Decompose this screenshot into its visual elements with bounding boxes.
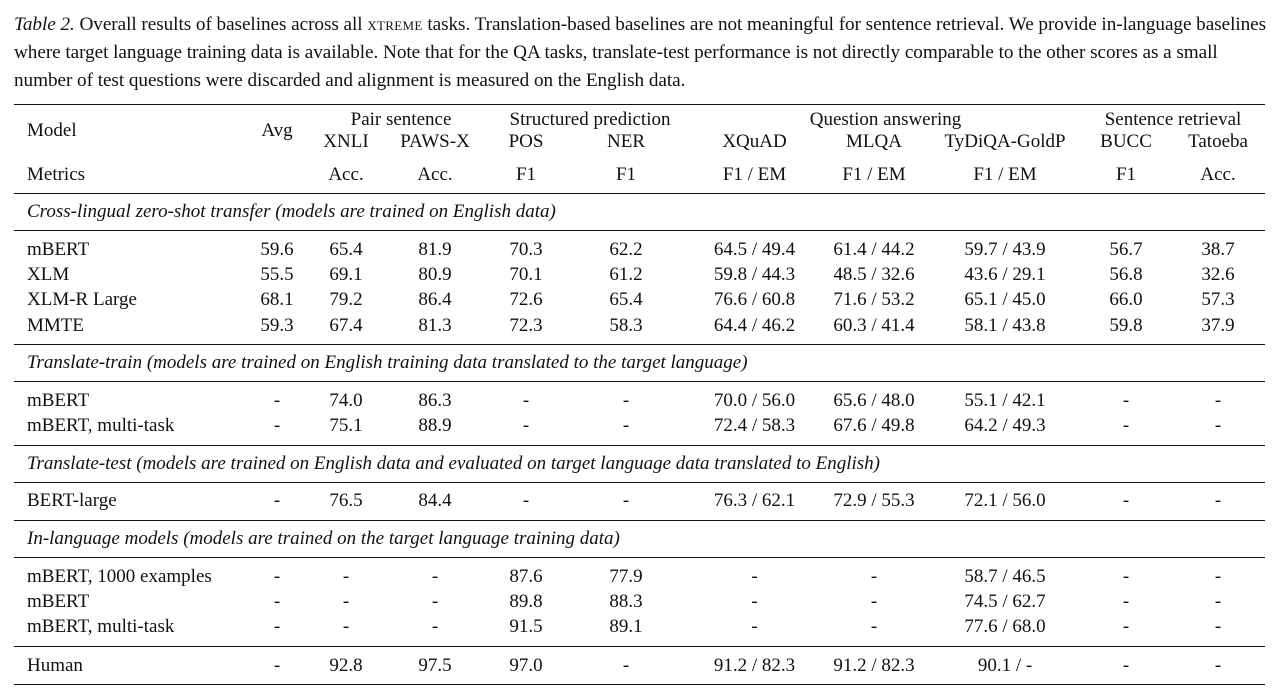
- cell-xnli: 65.4: [329, 238, 363, 260]
- cell-pawsx: -: [431, 565, 439, 587]
- cell-tydiqa: 58.1 / 43.8: [964, 314, 1046, 336]
- cell-bucc: 59.8: [1109, 314, 1143, 336]
- section-heading-row: [14, 194, 1265, 231]
- cell-xquad: 64.5 / 49.4: [713, 238, 796, 260]
- cell-pawsx: 81.9: [418, 238, 452, 260]
- cell-bucc: -: [1122, 490, 1130, 512]
- caption-text-1: Overall results of baselines across all: [74, 14, 368, 35]
- cell-mlqa: -: [870, 616, 878, 638]
- cell-xnli: -: [342, 591, 350, 613]
- metric-ner: F1: [615, 164, 637, 185]
- cell-ner: 77.9: [609, 565, 643, 587]
- model-name: mBERT: [27, 389, 90, 411]
- header-model: Model: [14, 105, 242, 158]
- cell-pawsx: -: [431, 591, 439, 613]
- header-group-pair-sentence: Pair sentence: [312, 105, 490, 132]
- table-row: [14, 489, 1265, 514]
- cell-pos: 87.6: [509, 565, 543, 587]
- cell-mlqa: 72.9 / 55.3: [833, 490, 915, 512]
- cell-ner: -: [622, 415, 630, 437]
- cell-mlqa: 60.3 / 41.4: [833, 314, 915, 336]
- cell-tydiqa: 77.6 / 68.0: [964, 616, 1046, 638]
- header-group-sentence-retrieval: Sentence retrieval: [1081, 105, 1265, 132]
- cell-avg: 59.3: [260, 314, 294, 336]
- cell-xnli: 69.1: [329, 263, 363, 285]
- cell-pawsx: 81.3: [418, 314, 452, 336]
- cell-tatoeba: -: [1214, 490, 1222, 512]
- cell-xnli: 76.5: [329, 490, 363, 512]
- results-table: [14, 104, 1265, 685]
- cell-xnli: 79.2: [329, 289, 363, 311]
- cell-bucc: -: [1122, 654, 1130, 676]
- cell-pos: 91.5: [509, 616, 543, 638]
- cell-xquad: 59.8 / 44.3: [713, 263, 796, 285]
- cell-pawsx: 97.5: [418, 654, 452, 676]
- cell-pos: 70.1: [509, 263, 543, 285]
- cell-mlqa: 67.6 / 49.8: [833, 415, 915, 437]
- header-avg: Avg: [242, 105, 312, 158]
- table-row: [14, 589, 1265, 614]
- model-name: mBERT: [27, 238, 90, 260]
- header-row-metrics: [14, 157, 1265, 194]
- cell-avg: 55.5: [260, 263, 294, 285]
- cell-ner: -: [622, 490, 630, 512]
- cell-bucc: 66.0: [1109, 289, 1143, 311]
- header-group-question-answering: Question answering: [690, 105, 1081, 132]
- cell-avg: -: [273, 389, 281, 411]
- cell-tatoeba: -: [1214, 389, 1222, 411]
- cell-avg: -: [273, 591, 281, 613]
- cell-avg: 59.6: [260, 238, 294, 260]
- metric-pawsx: Acc.: [417, 164, 453, 185]
- cell-tydiqa: 90.1 / -: [977, 654, 1033, 676]
- cell-tydiqa: 58.7 / 46.5: [964, 565, 1046, 587]
- cell-ner: 61.2: [609, 263, 643, 285]
- cell-pos: 72.3: [509, 314, 543, 336]
- cell-xnli: -: [342, 616, 350, 638]
- cell-mlqa: 65.6 / 48.0: [833, 389, 915, 411]
- cell-mlqa: 91.2 / 82.3: [833, 654, 915, 676]
- caption-label: Table 2.: [14, 14, 75, 35]
- cell-tatoeba: 37.9: [1201, 314, 1235, 336]
- header-col-tydiqa: TyDiQA-GoldP: [944, 131, 1066, 152]
- cell-tydiqa: 59.7 / 43.9: [964, 238, 1046, 260]
- table-body: [14, 194, 1265, 685]
- header-group-structured-prediction: Structured prediction: [490, 105, 690, 132]
- cell-tatoeba: -: [1214, 415, 1222, 437]
- header-col-mlqa: MLQA: [846, 131, 902, 152]
- metric-mlqa: F1 / EM: [842, 164, 906, 185]
- table-row: [14, 615, 1265, 640]
- cell-pos: -: [522, 389, 530, 411]
- cell-pawsx: 86.4: [418, 289, 452, 311]
- model-name: mBERT, 1000 examples: [27, 565, 212, 587]
- header-col-ner: NER: [607, 131, 646, 152]
- metric-xnli: Acc.: [328, 164, 364, 185]
- cell-mlqa: -: [870, 565, 878, 587]
- model-name: mBERT, multi-task: [27, 415, 175, 437]
- cell-xnli: 74.0: [329, 389, 363, 411]
- cell-tydiqa: 65.1 / 45.0: [964, 289, 1046, 311]
- metric-xquad: F1 / EM: [722, 164, 787, 185]
- table-row: [14, 413, 1265, 438]
- cell-avg: -: [273, 616, 281, 638]
- caption-benchmark-name: xtreme: [367, 14, 423, 35]
- cell-xquad: -: [751, 591, 758, 613]
- header-col-pawsx: PAWS-X: [400, 131, 470, 152]
- metric-tatoeba: Acc.: [1200, 164, 1236, 185]
- header-col-xquad: XQuAD: [722, 131, 787, 152]
- cell-xquad: 70.0 / 56.0: [713, 389, 796, 411]
- cell-pos: 97.0: [509, 654, 543, 676]
- cell-pawsx: -: [431, 616, 439, 638]
- cell-tatoeba: -: [1214, 565, 1222, 587]
- cell-avg: -: [273, 654, 281, 676]
- cell-bucc: -: [1122, 389, 1130, 411]
- cell-bucc: 56.8: [1109, 263, 1143, 285]
- metric-tydiqa: F1 / EM: [973, 164, 1037, 185]
- cell-xquad: 76.6 / 60.8: [713, 289, 796, 311]
- cell-xnli: -: [342, 565, 350, 587]
- table-bottom-rule: [14, 678, 1265, 685]
- cell-pos: 89.8: [509, 591, 543, 613]
- cell-tatoeba: -: [1214, 591, 1222, 613]
- section-heading-row: [14, 445, 1265, 482]
- caption-text-2: tasks. Translation-based baselines are not meaningful for sentence retrieval. We provide in-language baselines where target language training data is available. Note that for the QA tasks, translate-test performance is not directly comparable to the other scores as a small number of test questions were discarded and alignment is measured on the English data.: [14, 14, 1267, 91]
- cell-ner: -: [622, 654, 630, 676]
- section-heading-row: [14, 521, 1265, 558]
- cell-xnli: 75.1: [329, 415, 363, 437]
- model-name: mBERT, multi-task: [27, 616, 175, 638]
- header-col-bucc: BUCC: [1100, 131, 1152, 152]
- table-row: [14, 313, 1265, 338]
- table-row: [14, 288, 1265, 313]
- cell-pos: 72.6: [509, 289, 543, 311]
- cell-xquad: -: [751, 565, 758, 587]
- model-name: Human: [27, 654, 83, 676]
- cell-tatoeba: -: [1214, 616, 1222, 638]
- cell-xnli: 67.4: [329, 314, 363, 336]
- cell-pos: 70.3: [509, 238, 543, 260]
- table-row: [14, 262, 1265, 287]
- cell-bucc: -: [1122, 565, 1130, 587]
- cell-ner: 58.3: [609, 314, 643, 336]
- cell-tydiqa: 72.1 / 56.0: [964, 490, 1046, 512]
- section-title: Cross-lingual zero-shot transfer (models are trained on English data): [14, 194, 1265, 231]
- model-name: XLM-R Large: [27, 289, 137, 311]
- model-name: XLM: [27, 263, 70, 285]
- cell-tatoeba: 32.6: [1201, 263, 1235, 285]
- cell-tydiqa: 64.2 / 49.3: [964, 415, 1046, 437]
- model-name: MMTE: [27, 314, 84, 336]
- cell-mlqa: 48.5 / 32.6: [833, 263, 915, 285]
- cell-ner: 89.1: [609, 616, 643, 638]
- cell-ner: -: [622, 389, 630, 411]
- cell-xnli: 92.8: [329, 654, 363, 676]
- cell-pos: -: [522, 415, 530, 437]
- cell-bucc: 56.7: [1109, 238, 1143, 260]
- cell-mlqa: 61.4 / 44.2: [833, 238, 915, 260]
- cell-tatoeba: -: [1214, 654, 1222, 676]
- cell-pawsx: 84.4: [418, 490, 452, 512]
- table-header: [14, 105, 1265, 194]
- cell-avg: -: [273, 565, 281, 587]
- cell-tatoeba: 57.3: [1201, 289, 1235, 311]
- cell-tatoeba: 38.7: [1201, 238, 1235, 260]
- cell-ner: 62.2: [609, 238, 643, 260]
- metrics-label: Metrics: [27, 164, 86, 185]
- cell-bucc: -: [1122, 591, 1130, 613]
- table-caption: [14, 11, 1270, 95]
- section-title: In-language models (models are trained on the target language training data): [14, 521, 1265, 558]
- model-name: mBERT: [27, 591, 90, 613]
- cell-bucc: -: [1122, 616, 1130, 638]
- table-row: [14, 388, 1265, 413]
- metrics-avg-empty: [242, 157, 312, 194]
- cell-ner: 65.4: [609, 289, 643, 311]
- cell-pos: -: [522, 490, 530, 512]
- cell-avg: -: [273, 490, 281, 512]
- section-title: Translate-train (models are trained on English training data translated to the target language): [14, 345, 1265, 382]
- header-row-groups: [14, 105, 1265, 132]
- cell-bucc: -: [1122, 415, 1130, 437]
- cell-avg: 68.1: [260, 289, 294, 311]
- rule-cell: [14, 678, 1265, 685]
- table-row: [14, 564, 1265, 589]
- cell-pawsx: 86.3: [418, 389, 452, 411]
- section-heading-row: [14, 345, 1265, 382]
- cell-xquad: 76.3 / 62.1: [713, 490, 796, 512]
- model-name: BERT-large: [27, 490, 117, 512]
- metric-pos: F1: [515, 164, 537, 185]
- cell-mlqa: 71.6 / 53.2: [833, 289, 915, 311]
- metric-bucc: F1: [1115, 164, 1137, 185]
- header-col-tatoeba: Tatoeba: [1188, 131, 1248, 152]
- table-row-human: [14, 653, 1265, 678]
- cell-tydiqa: 74.5 / 62.7: [964, 591, 1046, 613]
- cell-tydiqa: 43.6 / 29.1: [964, 263, 1046, 285]
- cell-xquad: 72.4 / 58.3: [713, 415, 796, 437]
- cell-pawsx: 80.9: [418, 263, 452, 285]
- cell-avg: -: [273, 415, 281, 437]
- cell-xquad: 64.4 / 46.2: [713, 314, 796, 336]
- header-col-pos: POS: [508, 131, 544, 152]
- cell-xquad: -: [751, 616, 758, 638]
- cell-pawsx: 88.9: [418, 415, 452, 437]
- table-row: [14, 237, 1265, 262]
- header-col-xnli: XNLI: [323, 131, 369, 152]
- cell-ner: 88.3: [609, 591, 643, 613]
- cell-mlqa: -: [870, 591, 878, 613]
- cell-tydiqa: 55.1 / 42.1: [964, 389, 1046, 411]
- section-title: Translate-test (models are trained on English data and evaluated on target language data translated to English): [14, 445, 1265, 482]
- cell-xquad: 91.2 / 82.3: [713, 654, 796, 676]
